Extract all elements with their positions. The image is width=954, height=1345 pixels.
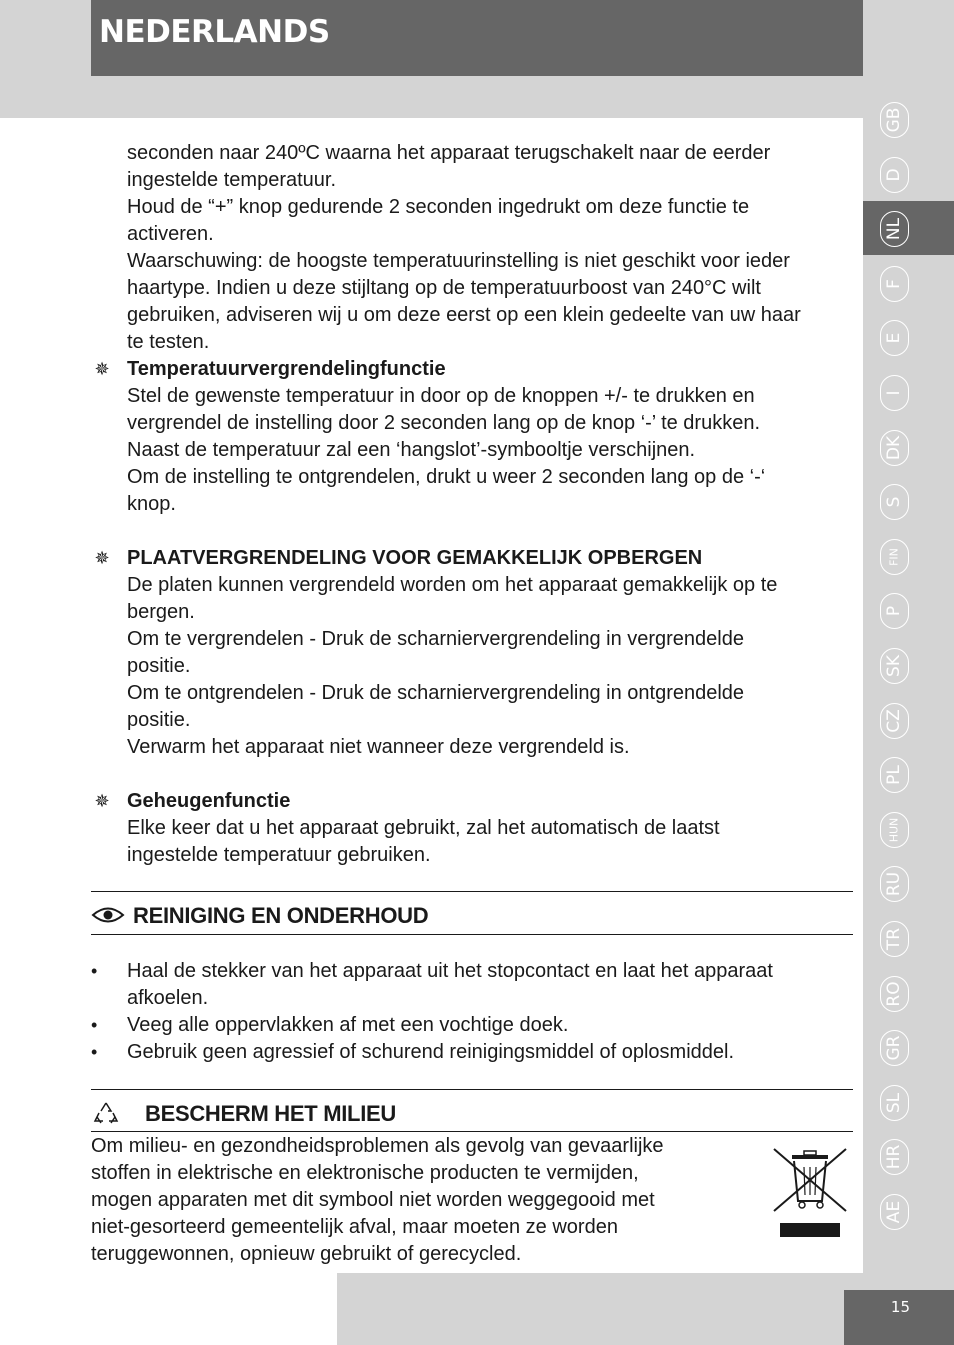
lang-tab-label: FIN	[887, 547, 901, 566]
plate-lock-line: bergen.	[127, 601, 195, 623]
plate-lock-line: De platen kunnen vergrendeld worden om het apparaat gemakkelijk op te	[127, 574, 778, 596]
section-rule	[91, 891, 853, 892]
plate-lock-line: Om te ontgrendelen - Druk de scharniervergrendeling in ontgrendelde	[127, 682, 745, 704]
cleaning-item: afkoelen.	[127, 987, 209, 1009]
temp-lock-line: Naast de temperatuur zal een ‘hangslot’-symbooltje verschijnen.	[127, 439, 696, 461]
recycle-icon	[93, 1100, 119, 1126]
boost-line: ingestelde temperatuur.	[127, 169, 337, 191]
boost-line: Waarschuwing: de hoogste temperatuurinstelling is niet geschikt voor ieder	[127, 250, 790, 272]
temp-lock-line: knop.	[127, 493, 176, 515]
cleaning-title: REINIGING EN ONDERHOUD	[133, 903, 429, 928]
memory-line: ingestelde temperatuur gebruiken.	[127, 844, 431, 866]
lang-tab-label: AE	[884, 1200, 904, 1224]
memory-line: Elke keer dat u het apparaat gebruikt, zal het automatisch de laatst	[127, 817, 720, 839]
bullet-dot: •	[91, 1015, 98, 1035]
lang-tab-pl[interactable]	[863, 747, 954, 801]
plate-lock-line: Verwarm het apparaat niet wanneer deze vergrendeld is.	[127, 736, 630, 758]
lang-tab-label: I	[884, 390, 904, 396]
star-bullet-icon: ✵	[94, 359, 110, 379]
plate-lock-line: Om te vergrendelen - Druk de scharniervergrendeling in vergrendelde	[127, 628, 744, 650]
lang-tab-s[interactable]	[863, 474, 954, 528]
lang-tab-label: P	[884, 606, 904, 617]
lang-tab-label: SK	[884, 655, 904, 677]
boost-line: activeren.	[127, 223, 214, 245]
boost-line: te testen.	[127, 331, 210, 353]
lang-tab-sl[interactable]	[863, 1075, 954, 1129]
temp-lock-heading: Temperatuurvergrendelingfunctie	[127, 358, 446, 380]
boost-line: haartype. Indien u deze stijltang op de temperatuurboost van 240°C wilt	[127, 277, 761, 299]
lang-tab-fin[interactable]	[863, 529, 954, 583]
temp-lock-line: Om de instelling te ontgrendelen, drukt u weer 2 seconden lang op de ‘-‘	[127, 466, 766, 488]
lang-tab-label: TR	[884, 927, 904, 951]
environment-line: teruggewonnen, opnieuw gebruikt of gerecycled.	[91, 1243, 522, 1265]
eye-icon	[91, 904, 125, 926]
bullet-dot: •	[91, 1042, 98, 1062]
section-rule	[91, 934, 853, 935]
boost-line: gebruiken, adviseren wij u om deze eerst op een klein gedeelte van uw haar	[127, 304, 801, 326]
temp-lock-line: Stel de gewenste temperatuur in door op de knoppen +/- te drukken en	[127, 385, 755, 407]
lang-tab-label: E	[884, 333, 904, 344]
lang-tab-e[interactable]	[863, 310, 954, 364]
cleaning-item: Haal de stekker van het apparaat uit het stopcontact en laat het apparaat	[127, 960, 773, 982]
page-title: NEDERLANDS	[99, 14, 330, 50]
lang-tab-gb[interactable]	[863, 92, 954, 146]
lang-tab-gr[interactable]	[863, 1020, 954, 1074]
boost-line: seconden naar 240ºC waarna het apparaat terugschakelt naar de eerder	[127, 142, 771, 164]
plate-lock-line: positie.	[127, 655, 191, 677]
header-bar	[91, 0, 863, 76]
lang-tab-p[interactable]	[863, 583, 954, 637]
lang-tab-d[interactable]	[863, 147, 954, 201]
environment-line: Om milieu- en gezondheidsproblemen als gevolg van gevaarlijke	[91, 1135, 664, 1157]
lang-tab-ae[interactable]	[863, 1184, 954, 1238]
star-bullet-icon: ✵	[94, 548, 110, 568]
environment-line: stoffen in elektrische en elektronische producten te vermijden,	[91, 1162, 639, 1184]
lang-tab-sk[interactable]	[863, 638, 954, 692]
lang-tab-label: DK	[884, 435, 904, 460]
lang-tab-ru[interactable]	[863, 856, 954, 910]
plate-lock-line: positie.	[127, 709, 191, 731]
section-rule	[91, 1089, 853, 1090]
lang-tab-label: SL	[884, 1092, 904, 1113]
lang-tab-ro[interactable]	[863, 966, 954, 1020]
environment-line: niet-gesorteerd gemeentelijk afval, maar moeten ze worden	[91, 1216, 618, 1238]
lang-tab-label: CZ	[884, 708, 904, 733]
lang-tab-nl[interactable]	[863, 201, 954, 255]
plate-lock-heading: PLAATVERGRENDELING VOOR GEMAKKELIJK OPBERGEN	[127, 547, 703, 569]
cleaning-item: Veeg alle oppervlakken af met een vochtige doek.	[127, 1014, 569, 1036]
boost-line: Houd de “+” knop gedurende 2 seconden ingedrukt om deze functie te	[127, 196, 750, 218]
bullet-dot: •	[91, 961, 98, 981]
lang-tab-label: NL	[884, 218, 904, 241]
cleaning-item: Gebruik geen agressief of schurend reinigingsmiddel of oplosmiddel.	[127, 1041, 735, 1063]
section-rule	[91, 1131, 853, 1132]
lang-tab-i[interactable]	[863, 365, 954, 419]
lang-tab-label: HUN	[887, 817, 901, 843]
lang-tab-f[interactable]	[863, 256, 954, 310]
lang-tab-label: RO	[884, 980, 904, 1007]
lang-tab-hr[interactable]	[863, 1129, 954, 1183]
lang-tab-label: GB	[884, 107, 904, 133]
memory-heading: Geheugenfunctie	[127, 790, 291, 812]
lang-tab-label: S	[884, 496, 904, 508]
lang-tab-tr[interactable]	[863, 911, 954, 965]
lang-tab-hun[interactable]	[863, 802, 954, 856]
lang-tab-label: F	[884, 278, 904, 289]
page-number: 15	[890, 1298, 910, 1316]
lang-tab-dk[interactable]	[863, 420, 954, 474]
lang-tab-label: HR	[884, 1145, 904, 1170]
crossed-bin-icon	[772, 1147, 848, 1239]
lang-tab-label: D	[884, 168, 904, 182]
star-bullet-icon: ✵	[94, 791, 110, 811]
lang-tab-label: GR	[884, 1035, 904, 1061]
page-number-box	[844, 1290, 954, 1345]
lang-tab-cz[interactable]	[863, 693, 954, 747]
lang-tab-label: RU	[884, 872, 904, 897]
environment-title: BESCHERM HET MILIEU	[145, 1101, 396, 1126]
temp-lock-line: vergrendel de instelling door 2 seconden lang op de knop ‘-’ te drukken.	[127, 412, 761, 434]
lang-tab-label: PL	[884, 765, 904, 786]
environment-line: mogen apparaten met dit symbool niet worden weggegooid met	[91, 1189, 655, 1211]
